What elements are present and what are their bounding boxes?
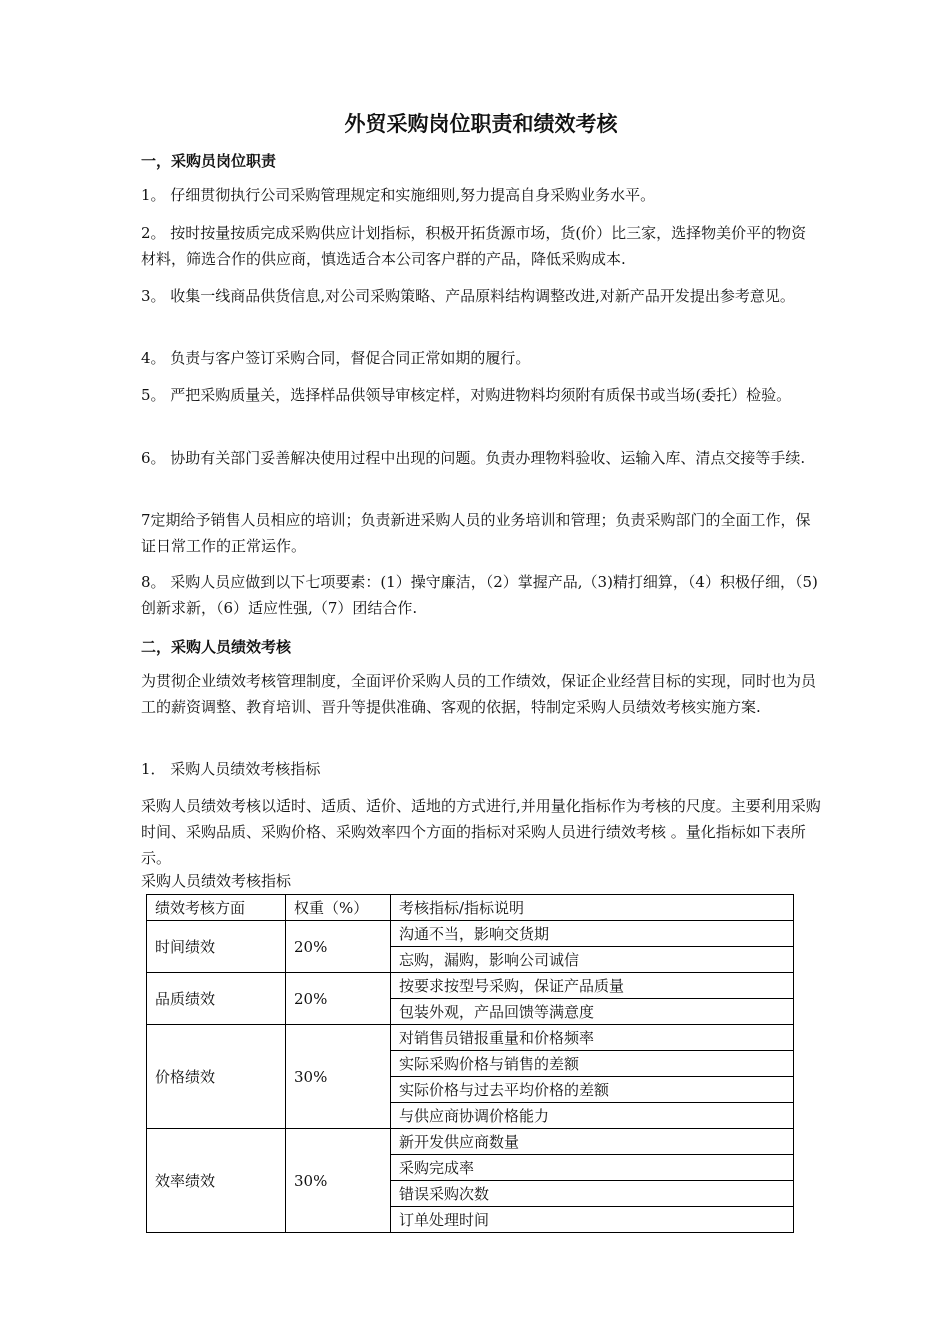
weight-cell: 20% [286,973,391,1025]
indicator-cell: 对销售员错报重量和价格频率 [391,1025,794,1051]
indicator-cell: 订单处理时间 [391,1207,794,1233]
indicator-cell: 与供应商协调价格能力 [391,1103,794,1129]
duty-item-7: 7定期给予销售人员相应的培训；负责新进采购人员的业务培训和管理；负责采购部门的全面工作，保证日常工作的正常运作。 [141,511,811,555]
table-row [147,973,794,999]
table-caption: 采购人员绩效考核指标 [141,872,292,890]
aspect-cell: 时间绩效 [147,921,286,973]
section2-description: 采购人员绩效考核以适时、适质、适价、适地的方式进行,并用量化指标作为考核的尺度。主要利用采购时间、采购品质、采购价格、采购效率四个方面的指标对采购人员进行绩效考核 。量化指标如下表所示。 [141,797,821,867]
indicator-cell: 新开发供应商数量 [391,1129,794,1155]
duty-item-8: 8。 采购人员应做到以下七项要素：(1）操守廉洁，（2）掌握产品,（3)精打细算，（4）积极仔细，（5)创新求新，（6）适应性强,（7）团结合作. [141,573,818,617]
section1-heading: 一，采购员岗位职责 [141,152,277,170]
header-aspect: 绩效考核方面 [147,895,286,921]
indicator-cell: 包装外观，产品回馈等满意度 [391,999,794,1025]
indicator-cell: 实际采购价格与销售的差额 [391,1051,794,1077]
aspect-cell: 价格绩效 [147,1025,286,1129]
duty-item-4: 4。 负责与客户签订采购合同，督促合同正常如期的履行。 [141,349,531,367]
aspect-cell: 品质绩效 [147,973,286,1025]
indicator-cell: 实际价格与过去平均价格的差额 [391,1077,794,1103]
indicator-cell: 忘购，漏购，影响公司诚信 [391,947,794,973]
duty-item-3: 3。 收集一线商品供货信息,对公司采购策略、产品原料结构调整改进,对新产品开发提出参考意见。 [141,287,795,305]
header-indicator: 考核指标/指标说明 [391,895,794,921]
table-row [147,921,794,947]
section2-subheading: 1． 采购人员绩效考核指标 [141,760,321,778]
indicator-cell: 沟通不当，影响交货期 [391,921,794,947]
aspect-cell: 效率绩效 [147,1129,286,1233]
table-header-row [147,895,794,921]
indicator-cell: 错误采购次数 [391,1181,794,1207]
table-row [147,1025,794,1051]
weight-cell: 30% [286,1025,391,1129]
weight-cell: 30% [286,1129,391,1233]
header-weight: 权重（%） [286,895,391,921]
section2-heading: 二，采购人员绩效考核 [141,638,292,656]
indicator-cell: 按要求按型号采购，保证产品质量 [391,973,794,999]
document-title: 外贸采购岗位职责和绩效考核 [344,112,618,136]
kpi-table [146,894,794,1233]
duty-item-6: 6。 协助有关部门妥善解决使用过程中出现的问题。负责办理物料验收、运输入库、清点交接等手续. [141,449,806,467]
table-row [147,1129,794,1155]
weight-cell: 20% [286,921,391,973]
duty-item-5: 5。 严把采购质量关，选择样品供领导审核定样，对购进物料均须附有质保书或当场(委托）检验。 [141,386,792,404]
duty-item-2: 2。 按时按量按质完成采购供应计划指标，积极开拓货源市场，货(价）比三家，选择物美价平的物资材料，筛选合作的供应商，慎选适合本公司客户群的产品，降低采购成本. [141,224,807,268]
section2-intro: 为贯彻企业绩效考核管理制度，全面评价采购人员的工作绩效，保证企业经营目标的实现，同时也为员工的薪资调整、教育培训、晋升等提供准确、客观的依据，特制定采购人员绩效考核实施方案. [141,672,817,716]
duty-item-1: 1。 仔细贯彻执行公司采购管理规定和实施细则,努力提高自身采购业务水平。 [141,186,656,204]
indicator-cell: 采购完成率 [391,1155,794,1181]
